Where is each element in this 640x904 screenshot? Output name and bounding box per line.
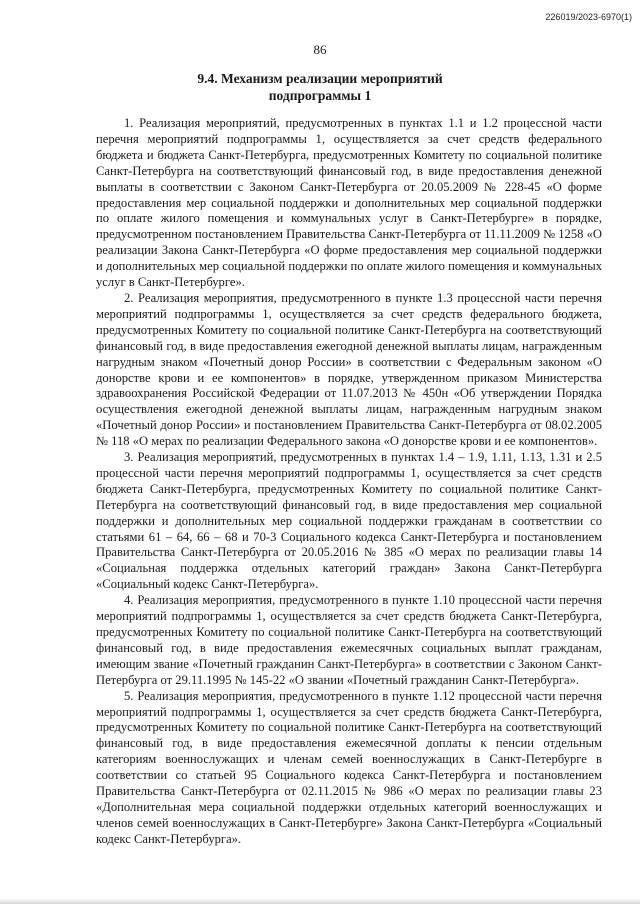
paragraph-3: 3. Реализация мероприятий, предусмотренных в пунктах 1.4 – 1.9, 1.11, 1.13, 1.31 и 2.5 процессной части перечня мероприятий подпрограммы 1, осуществляется за счет средств бюджета Санкт-Петербурга, предусмотренных Комитету по социальной политике Санкт-Петербурга на соответствующий финансовый год, в виде предоставления мер социальной поддержки и дополнительных мер социальной поддержки гражданам в соответствии со статьями 61 – 64, 66 – 68 и 70-3 Социального кодекса Санкт-Петербурга и постановлением Правительства Санкт-Петербурга от 20.05.2016 № 385 «О мерах по реализации главы 14 «Социальная поддержка отдельных категорий граждан» Закона Санкт-Петербурга «Социальный кодекс Санкт-Петербурга».: [96, 450, 602, 592]
section-heading: [0, 70, 640, 104]
paragraph-4: 4. Реализация мероприятия, предусмотренного в пункте 1.10 процессной части перечня мероприятий подпрограммы 1, осуществляется за счет средств бюджета Санкт-Петербурга, предусмотренных Комитету по социальной политике Санкт-Петербурга на соответствующий финансовый год, в виде предоставления ежемесячных социальных выплат гражданам, имеющим звание «Почетный гражданин Санкт-Петербурга» в соответствии с Законом Санкт-Петербурга от 29.11.1995 № 145-22 «О звании «Почетный гражданин Санкт-Петербурга».: [96, 593, 602, 687]
paragraph-5: 5. Реализация мероприятия, предусмотренного в пункте 1.12 процессной части перечня мероприятий подпрограммы 1, осуществляется за счет средств бюджета Санкт-Петербурга, предусмотренных Комитету по социальной политике Санкт-Петербурга на соответствующий финансовый год, в виде предоставления ежемесячной доплаты к пенсии отдельным категориям военнослужащих и членам семей военнослужащих в Санкт-Петербурге в соответствии со статьей 95 Социального кодекса Санкт-Петербурга и постановлением Правительства Санкт-Петербурга от 02.11.2015 № 986 «О мерах по реализации главы 23 «Дополнительная мера социальной поддержки отдельных категорий военнослужащих и членов семей военнослужащих в Санкт-Петербурге» Закона Санкт-Петербурга «Социальный кодекс Санкт-Петербурга».: [96, 688, 602, 846]
page-number: 86: [313, 42, 327, 57]
page-bottom-edge: [0, 898, 640, 904]
document-body: [96, 116, 602, 848]
section-heading-line-1: 9.4. Механизм реализации мероприятий: [197, 71, 443, 86]
paragraph-1: 1. Реализация мероприятий, предусмотренных в пунктах 1.1 и 1.2 процессной части перечня мероприятий подпрограммы 1, осуществляется за счет средств федерального бюджета и бюджета Санкт-Петербурга, предусмотренных Комитету по социальной политике Санкт-Петербурга на соответствующий финансовый год, в виде предоставления денежной выплаты в соответствии с Законом Санкт-Петербурга от 20.05.2009 № 228-45 «О форме предоставления мер социальной поддержки и дополнительных мер социальной поддержки по оплате жилого помещения и коммунальных услуг в Санкт-Петербурге» в порядке, предусмотренном постановлением Правительства Санкт-Петербурга от 11.11.2009 № 1258 «О реализации Закона Санкт-Петербурга «О форме предоставления мер социальной поддержки и дополнительных мер социальной поддержки по оплате жилого помещения и коммунальных услуг в Санкт-Петербурге».: [96, 116, 602, 290]
document-id: 226019/2023-6970(1): [545, 12, 632, 22]
section-heading-line-2: подпрограммы 1: [268, 88, 372, 103]
paragraph-2: 2. Реализация мероприятия, предусмотренного в пункте 1.3 процессной части перечня мероприятий подпрограммы 1, осуществляется за счет средств федерального бюджета, предусмотренных Комитету по социальной политике Санкт-Петербурга на соответствующий финансовый год, в виде предоставления ежегодной денежной выплаты лицам, награжденным нагрудным знаком «Почетный донор России» в соответствии с Федеральным законом «О донорстве крови и ее компонентов» в порядке, утвержденном приказом Министерства здравоохранения Российской Федерации от 11.07.2013 № 450н «Об утверждении Порядка осуществления ежегодной денежной выплаты лицам, награжденным нагрудным знаком «Почетный донор России» и постановлением Правительства Санкт-Петербурга от 08.02.2005 № 118 «О мерах по реализации Федерального закона «О донорстве крови и ее компонентов».: [96, 290, 602, 449]
